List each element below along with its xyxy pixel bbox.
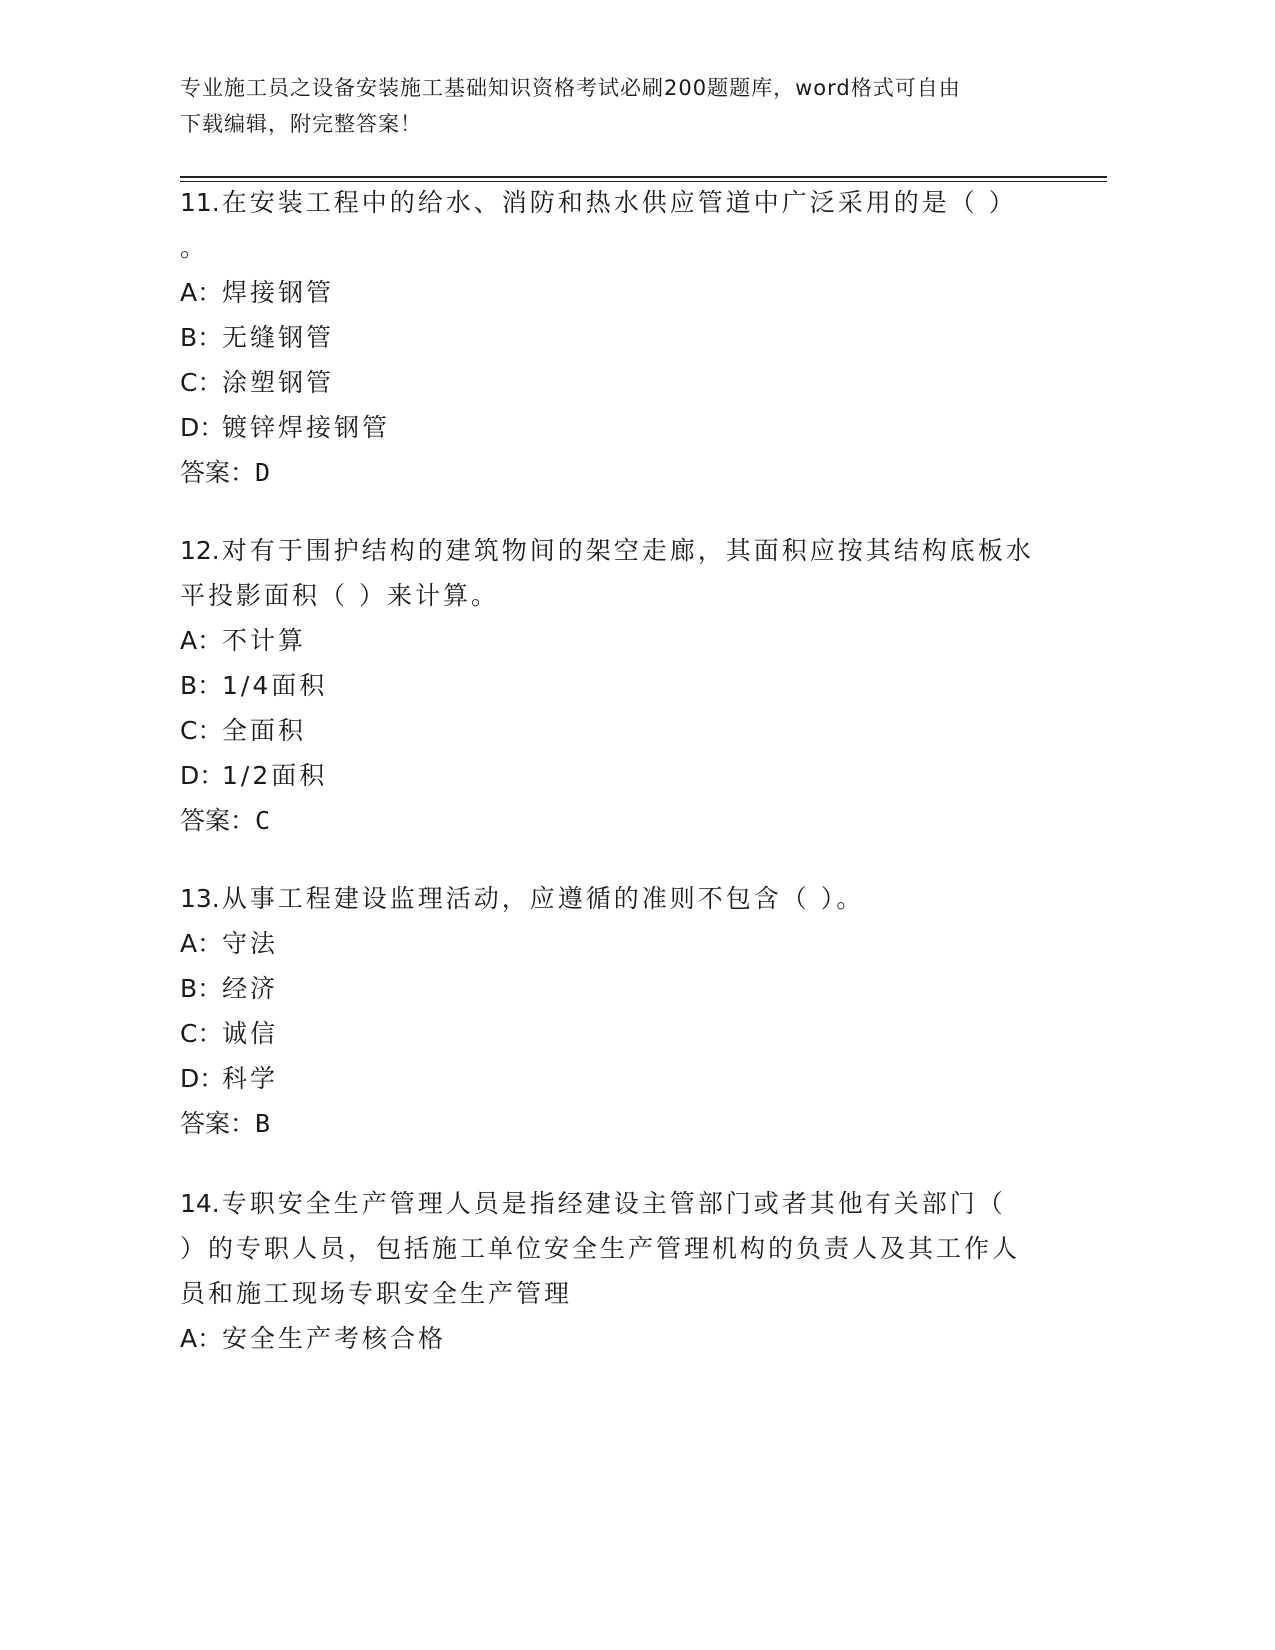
option-letter: D： [180,413,225,442]
question-13 [180,876,1060,1146]
answer-line [180,1101,1060,1146]
question-12 [180,528,1060,843]
document-header [180,70,1060,142]
answer-line [180,798,1060,843]
answer-label: 答案： [180,1109,256,1138]
option-letter: D： [180,761,225,790]
option-b [180,315,1060,360]
option-letter: B： [180,671,223,700]
question-stem-line [180,1181,1060,1226]
answer-label: 答案： [180,458,256,487]
header-line-2: 下载编辑，附完整答案！ [180,112,422,136]
question-number: 13. [180,884,220,913]
answer-label: 答案： [180,806,256,835]
option-text: 1/2面积 [222,761,328,790]
option-d [180,1056,1060,1101]
option-text: 安全生产考核合格 [222,1324,447,1353]
question-stem-line: ）的专职人员，包括施工单位安全生产管理机构的负责人及其工作人 [180,1234,1021,1263]
option-a [180,618,1060,663]
option-text: 不计算 [222,626,307,655]
option-letter: A： [180,929,223,958]
option-text: 焊接钢管 [222,278,335,307]
option-text: 涂塑钢管 [222,368,335,397]
answer-value: D [255,458,271,487]
question-text: 专职安全生产管理人员是指经建设主管部门或者其他有关部门（ [221,1189,1006,1218]
question-14 [180,1181,1060,1361]
option-text: 诚信 [222,1019,279,1048]
option-c [180,1011,1060,1056]
answer-value: C [255,806,271,835]
question-number: 14. [180,1189,220,1218]
option-c [180,360,1060,405]
answer-line [180,450,1060,495]
option-letter: C： [180,716,223,745]
question-text: 在安装工程中的给水、消防和热水供应管道中广泛采用的是（ ） [221,188,1017,217]
question-stem-line [180,876,1060,921]
question-11 [180,180,1060,495]
option-text: 全面积 [222,716,307,745]
option-letter: B： [180,974,223,1003]
option-text: 无缝钢管 [222,323,335,352]
option-d [180,753,1060,798]
option-c [180,708,1060,753]
header-line-1: 专业施工员之设备安装施工基础知识资格考试必刷200题题库，word格式可自由 [180,76,961,100]
question-stem-line: 平投影面积（ ）来计算。 [180,581,499,610]
answer-value: B [255,1109,271,1138]
question-stem-line: 员和施工现场专职安全生产管理 [180,1279,573,1308]
option-letter: A： [180,626,223,655]
option-a [180,921,1060,966]
option-letter: C： [180,1019,223,1048]
question-text: 对有于围护结构的建筑物间的架空走廊，其面积应按其结构底板水 [221,536,1034,565]
option-letter: A： [180,278,223,307]
question-stem-line [180,528,1060,573]
header-divider-thick [180,176,1107,178]
option-b [180,663,1060,708]
option-text: 镀锌焊接钢管 [222,413,391,442]
option-text: 守法 [222,929,279,958]
option-b [180,966,1060,1011]
option-letter: A： [180,1324,223,1353]
option-a [180,270,1060,315]
question-stem-line [180,180,1060,225]
option-text: 经济 [222,974,279,1003]
option-text: 科学 [222,1064,279,1093]
option-letter: D： [180,1064,225,1093]
question-number: 11. [180,188,220,217]
option-a [180,1316,1060,1361]
question-text: 从事工程建设监理活动，应遵循的准则不包含（ ）。 [221,884,865,913]
question-stem-line: 。 [180,233,209,262]
option-letter: B： [180,323,223,352]
option-letter: C： [180,368,223,397]
question-number: 12. [180,536,220,565]
option-text: 1/4面积 [222,671,328,700]
option-d [180,405,1060,450]
